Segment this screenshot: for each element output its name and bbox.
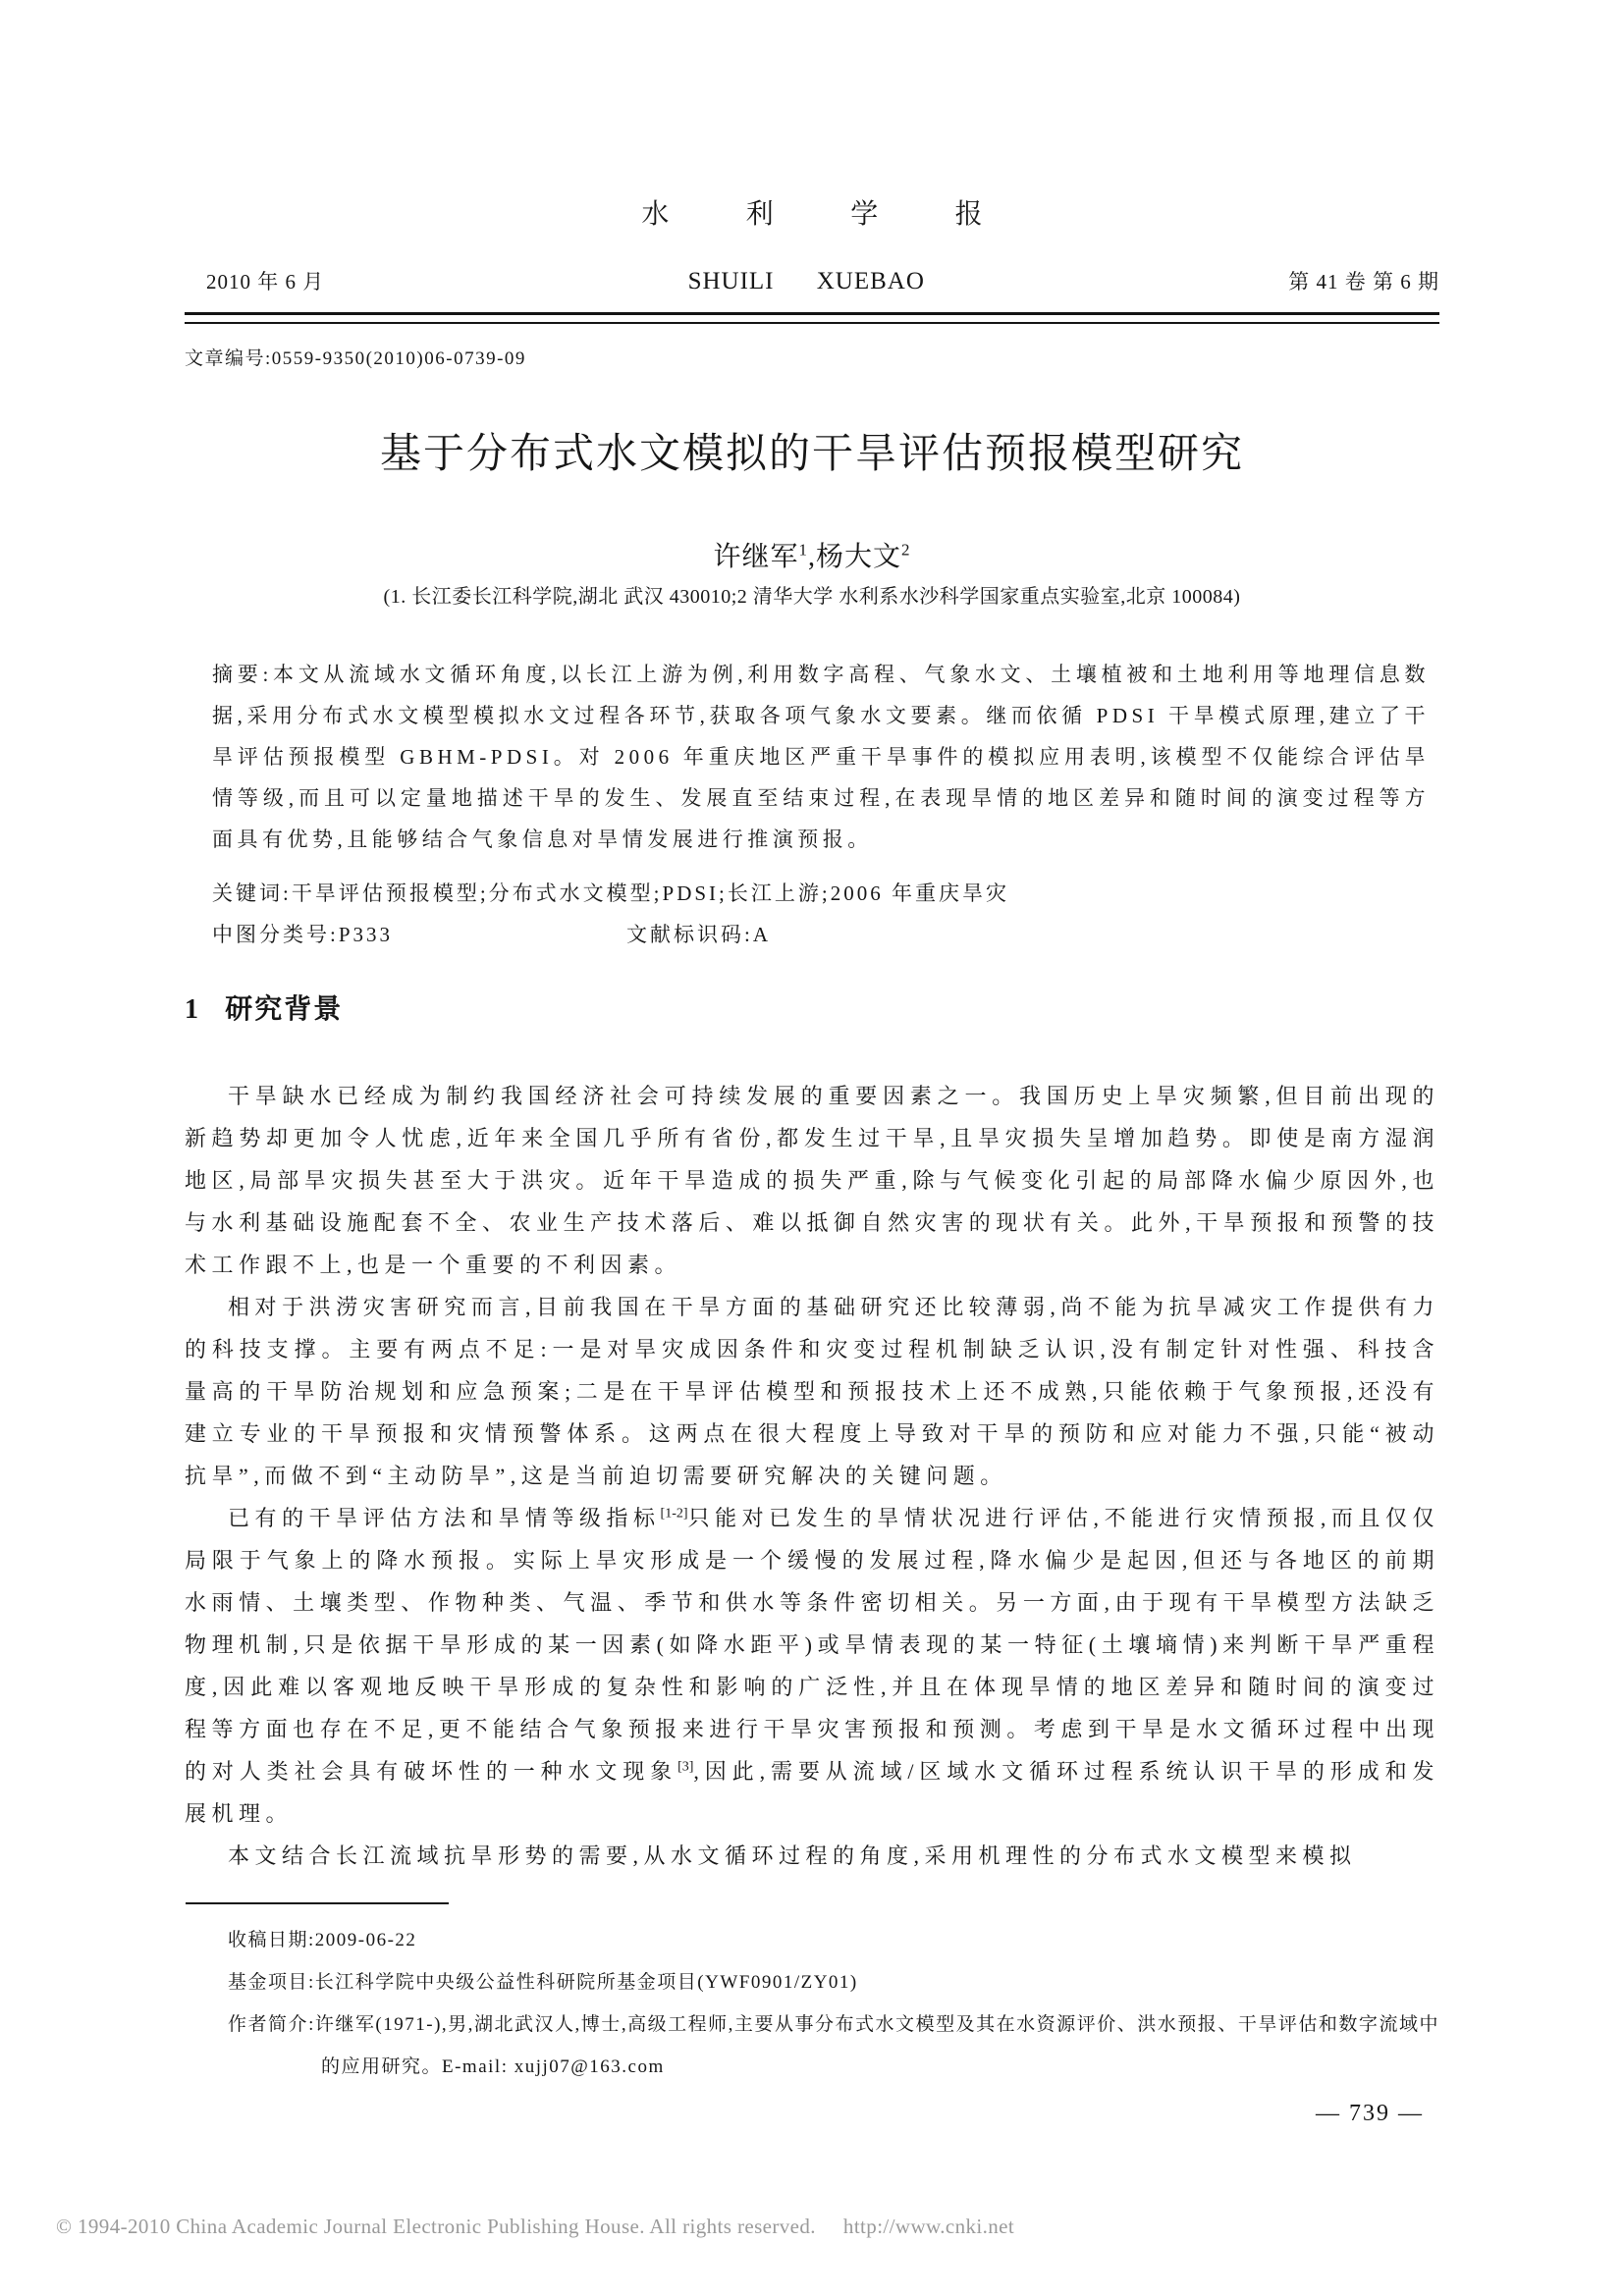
section-number: 1 <box>185 994 200 1025</box>
keywords-line <box>212 873 1430 914</box>
article-number: 文章编号:0559-9350(2010)06-0739-09 <box>185 348 526 369</box>
section-title: 研究背景 <box>225 994 344 1025</box>
header-rule <box>185 312 1439 324</box>
author-bio-line <box>228 2003 1439 2088</box>
citation-superscript: [3] <box>677 1759 694 1775</box>
received-date-label: 收稿日期: <box>228 1930 315 1950</box>
doc-code-item <box>626 914 771 955</box>
body-paragraph-2: 相对于洪涝灾害研究而言,目前我国在干旱方面的基础研究还比较薄弱,尚不能为抗旱减灾工作提供有力的科技支撑。主要有两点不足:一是对旱灾成因条件和灾变过程机制缺乏认识,没有制定针对性强、科技含量高的干旱防治规划和应急预案;二是在干旱评估模型和预报技术上还不成熟,只能依赖于气象预报,还没有建立专业的干旱预报和灾情预警体系。这两点在很大程度上导致对干旱的预防和应对能力不强,只能“被动抗旱”,而做不到“主动防旱”,这是当前迫切需要研究解决的关键问题。 <box>185 1295 1439 1488</box>
keywords-label: 关键词: <box>212 881 292 905</box>
content-column <box>185 0 1439 2088</box>
affiliation: (1. 长江委长江科学院,湖北 武汉 430010;2 清华大学 水利系水沙科学国家重点实验室,北京 100084) <box>383 586 1241 608</box>
received-date-line <box>228 1919 1439 1961</box>
fund-label: 基金项目: <box>228 1972 315 1993</box>
authors-line <box>185 539 1439 576</box>
received-date-value: 2009-06-22 <box>314 1930 417 1950</box>
body-paragraph-1: 干旱缺水已经成为制约我国经济社会可持续发展的重要因素之一。我国历史上旱灾频繁,但目前出现的新趋势却更加令人忧虑,近年来全国几乎所有省份,都发生过干旱,且旱灾损失呈增加趋势。即使是南方湿润地区,局部旱灾损失甚至大于洪灾。近年干旱造成的损失严重,除与气候变化引起的局部降水偏少原因外,也与水利基础设施配套不全、农业生产技术落后、难以抵御自然灾害的现状有关。此外,干旱预报和预警的技术工作跟不上,也是一个重要的不利因素。 <box>185 1084 1439 1277</box>
citation-superscript: [1-2] <box>660 1506 688 1522</box>
author-superscript-2: 2 <box>901 540 911 560</box>
author-bio-value: 许继军(1971-),男,湖北武汉人,博士,高级工程师,主要从事分布式水文模型及其在水资源评价、洪水预报、干旱评估和数字流域中的应用研究。E-mail: xujj07@163.com <box>314 2014 1439 2077</box>
doc-code-value: A <box>752 923 772 946</box>
issue-row <box>185 268 1439 295</box>
paragraph-text: ,因此,需要从流域/区域水文循环过程系统认识干旱的形成和发展机理。 <box>185 1759 1439 1826</box>
author-name-2: 杨大文 <box>816 542 902 572</box>
classification-line <box>212 914 1430 955</box>
footnotes-block <box>228 1919 1439 2088</box>
author-superscript-1: 1 <box>798 540 808 560</box>
abstract-label: 摘要: <box>212 663 273 686</box>
paragraph-text: 只能对已发生的旱情状况进行评估,不能进行灾情预报,而且仅仅局限于气象上的降水预报。实际上旱灾形成是一个缓慢的发展过程,降水偏少是起因,但还与各地区的前期水雨情、土壤类型、作物种类、气温、季节和供水等条件密切相关。另一方面,由于现有干旱模型方法缺乏物理机制,只是依据干旱形成的某一因素(如降水距平)或旱情表现的某一特征(土壤墒情)来判断干旱严重程度,因此难以客观地反映干旱形成的复杂性和影响的广泛性,并且在体现旱情的地区差异和随时间的演变过程等方面也存在不足,更不能结合气象预报来进行干旱灾害预报和预测。考虑到干旱是水文循环过程中出现的对人类社会具有破坏性的一种水文现象 <box>185 1506 1439 1784</box>
fund-value: 长江科学院中央级公益性科研院所基金项目(YWF0901/ZY01) <box>314 1972 858 1993</box>
paragraph-text: 已有的干旱评估方法和旱情等级指标 <box>228 1506 661 1530</box>
keywords-text: 干旱评估预报模型;分布式水文模型;PDSI;长江上游;2006 年重庆旱灾 <box>291 881 1009 905</box>
journal-title-en: SHUILI XUEBAO <box>687 268 925 294</box>
author-name-1: 许继军 <box>713 542 799 572</box>
issue-date: 2010 年 6 月 <box>206 270 325 294</box>
volume-issue: 第 41 卷 第 6 期 <box>1288 270 1439 294</box>
clc-value: P333 <box>338 923 394 946</box>
abstract-text: 本文从流域水文循环角度,以长江上游为例,利用数字高程、气象水文、土壤植被和土地利用等地理信息数据,采用分布式水文模型模拟水文过程各环节,获取各项气象水文要素。继而依循 PDSI 干旱模式原理,建立了干旱评估预报模型 GBHM-PDSI。对 2006 年重庆地区严重干旱事件的模拟应用表明,该模型不仅能综合评估旱情等级,而且可以定量地描述干旱的发生、发展直至结束过程,在表现旱情的地区差异和随时间的演变过程等方面具有优势,且能够结合气象信息对旱情发展进行推演预报。 <box>212 663 1430 851</box>
page-number: — 739 — <box>1316 2101 1424 2126</box>
copyright-text: © 1994-2010 China Academic Journal Electronic Publishing House. All rights reserved. <box>56 2215 816 2238</box>
authors-separator: , <box>808 542 816 572</box>
clc-label: 中图分类号: <box>212 923 339 946</box>
doc-code-label: 文献标识码: <box>626 923 753 946</box>
journal-title-cn: 水利学报 <box>641 199 1059 230</box>
copyright-line <box>56 2213 1014 2240</box>
body-text <box>185 1075 1439 1877</box>
article-title: 基于分布式水文模拟的干旱评估预报模型研究 <box>379 432 1244 477</box>
body-paragraph-4: 本文结合长江流域抗旱形势的需要,从水文循环过程的角度,采用机理性的分布式水文模型来模拟 <box>228 1843 1357 1868</box>
fund-line <box>228 1961 1439 2003</box>
author-bio-label: 作者简介: <box>228 2014 315 2035</box>
body-paragraph-3 <box>185 1497 1439 1835</box>
copyright-url: http://www.cnki.net <box>842 2215 1015 2238</box>
section-heading <box>185 990 1439 1030</box>
clc-item <box>212 914 393 955</box>
abstract-block <box>212 654 1430 860</box>
footnote-rule <box>186 1902 449 1904</box>
